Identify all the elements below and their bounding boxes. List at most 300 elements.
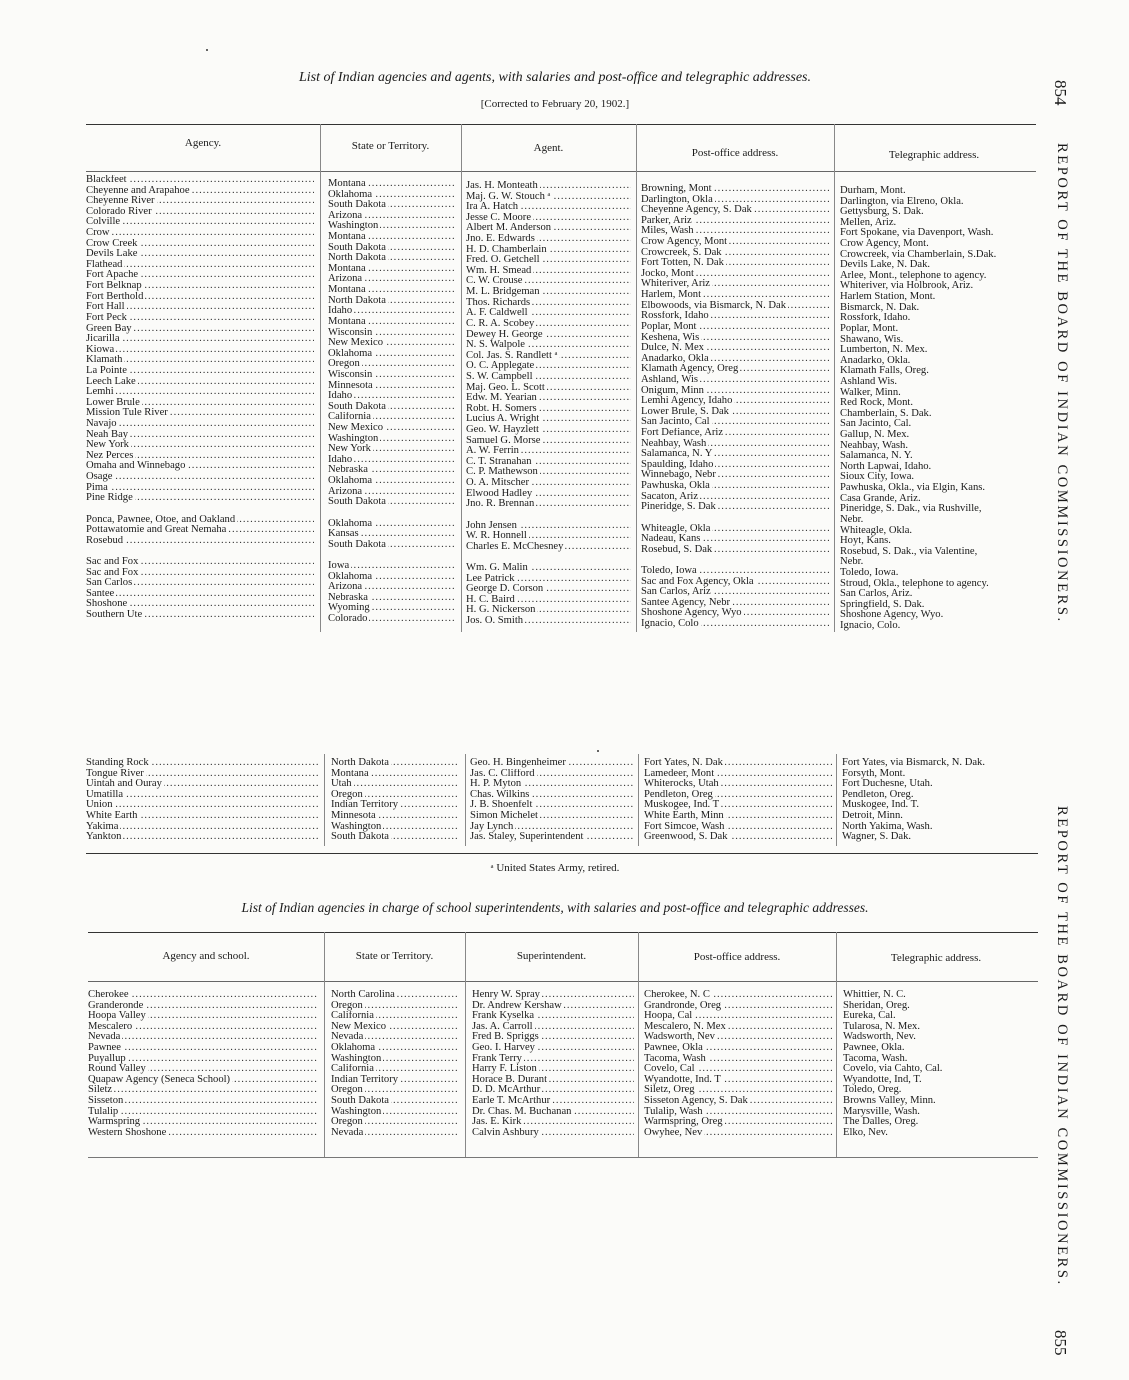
table-cell bbox=[840, 292, 1040, 303]
cell-text: Idaho bbox=[328, 306, 353, 317]
cell-text: Miles, Wash bbox=[641, 226, 694, 237]
table-cell bbox=[641, 386, 829, 397]
cell-text: Granderonde bbox=[88, 1000, 144, 1011]
table-cell bbox=[641, 524, 829, 535]
cell-text: Dewey H. George bbox=[466, 329, 543, 340]
cell-text: Cheyenne and Arapahoe bbox=[86, 185, 190, 196]
table1-agent-column bbox=[466, 181, 631, 627]
cell-text: Pottawatomie and Great Nemaha bbox=[86, 525, 227, 536]
table-cell bbox=[328, 190, 456, 201]
table-cell bbox=[466, 467, 631, 478]
cell-text: Arizona bbox=[328, 582, 363, 593]
cell-text: Jas. Staley, Superintendent bbox=[470, 832, 584, 843]
cell-text: Ignacio, Colo bbox=[641, 618, 699, 629]
cell-text: Detroit, Minn. bbox=[842, 811, 903, 822]
table-cell bbox=[328, 444, 456, 455]
cell-text: Geo. I. Harvey bbox=[472, 1043, 535, 1054]
table-cell bbox=[840, 515, 1040, 526]
cell-text: Oregon bbox=[331, 1000, 363, 1011]
cell-text: Jno. R. Brennan bbox=[466, 499, 535, 510]
cell-text: White Earth, Minn bbox=[644, 811, 724, 822]
cell-text: Fort Apache bbox=[86, 270, 139, 281]
table-cell bbox=[86, 568, 314, 579]
table-cell bbox=[466, 287, 631, 298]
cell-text: Earle T. McArthur bbox=[472, 1096, 551, 1107]
table-cell bbox=[842, 779, 1042, 790]
cell-text: Whiteagle, Okla. bbox=[840, 525, 913, 536]
cell-text: Fort Simcoe, Wash bbox=[644, 821, 725, 832]
cell-text: Lower Brule, S. Dak bbox=[641, 406, 729, 417]
table-cell bbox=[86, 217, 314, 228]
table-cell bbox=[472, 1054, 634, 1065]
table-cell bbox=[328, 274, 456, 285]
cell-text bbox=[466, 552, 468, 562]
cell-text: Robt. H. Somers bbox=[466, 403, 537, 414]
cell-text: Ignacio, Colo. bbox=[840, 620, 901, 631]
cell-text: Harlem Station, Mont. bbox=[840, 292, 936, 303]
cell-text: Browns Valley, Minn. bbox=[843, 1096, 936, 1107]
table-cell bbox=[86, 599, 314, 610]
table-cell bbox=[88, 1096, 318, 1107]
cell-text: Oregon bbox=[328, 359, 360, 370]
table-cell bbox=[466, 234, 631, 245]
table-cell bbox=[472, 1064, 634, 1075]
cell-text: Thos. Richards bbox=[466, 297, 531, 308]
table-cell bbox=[644, 990, 832, 1001]
table-cell bbox=[840, 419, 1040, 430]
table-cell bbox=[641, 333, 829, 344]
table-cell bbox=[331, 811, 459, 822]
table-cell bbox=[466, 531, 631, 542]
cell-text: Nez Perces bbox=[86, 450, 134, 461]
cell-text: Nadeau, Kans bbox=[641, 534, 701, 545]
cell-text: California bbox=[328, 412, 371, 423]
cell-text: Bismarck, N. Dak. bbox=[840, 302, 920, 313]
table-cell bbox=[641, 354, 829, 365]
table-cell bbox=[466, 595, 631, 606]
cell-text: Kansas bbox=[328, 529, 359, 540]
table-cell bbox=[328, 497, 456, 508]
table-cell bbox=[641, 545, 829, 556]
table-cell bbox=[328, 328, 456, 339]
table-cell bbox=[843, 1096, 1033, 1107]
cell-text: Klamath Falls, Oreg. bbox=[840, 366, 929, 377]
cell-text: Elwood Hadley bbox=[466, 488, 533, 499]
cell-text: Mescalero bbox=[88, 1021, 133, 1032]
table-cell bbox=[840, 557, 1040, 568]
table-cell bbox=[86, 769, 318, 780]
cell-text: Ashland, Wis bbox=[641, 374, 699, 385]
cell-text: Sioux City, Iowa. bbox=[840, 472, 915, 483]
table-cell bbox=[86, 334, 314, 345]
table1b-agent-column bbox=[470, 758, 634, 843]
table-cell bbox=[644, 1054, 832, 1065]
cell-text: Puyallup bbox=[88, 1053, 126, 1064]
cell-text: Samuel G. Morse bbox=[466, 435, 541, 446]
table2-col-divider bbox=[638, 932, 639, 1157]
table-cell bbox=[466, 616, 631, 627]
cell-text: Crow Agency, Mont. bbox=[840, 239, 929, 250]
cell-text: Washington bbox=[331, 1053, 382, 1064]
cell-text: Casa Grande, Ariz. bbox=[840, 493, 921, 504]
table-cell bbox=[466, 255, 631, 266]
table-cell bbox=[88, 1011, 318, 1022]
table-cell bbox=[86, 398, 314, 409]
cell-text: Jay Lynch bbox=[470, 821, 514, 832]
table-cell bbox=[843, 1128, 1033, 1139]
cell-text: Mission Tule River bbox=[86, 408, 168, 419]
cell-text: Jesse C. Moore bbox=[466, 212, 532, 223]
table-cell bbox=[86, 536, 314, 547]
table-cell bbox=[86, 811, 318, 822]
cell-text: Washington bbox=[331, 1106, 382, 1117]
cell-text: Blackfeet bbox=[86, 175, 127, 185]
table-cell bbox=[328, 455, 456, 466]
cell-text: Lamedeer, Mont bbox=[644, 768, 715, 779]
table-cell bbox=[328, 200, 456, 211]
table1b-postoffice-column bbox=[644, 758, 832, 843]
cell-text: Jicarilla bbox=[86, 334, 120, 345]
cell-text: Browning, Mont bbox=[641, 184, 712, 194]
table-cell bbox=[840, 547, 1040, 558]
table-cell bbox=[328, 243, 456, 254]
table-cell bbox=[331, 1032, 459, 1043]
table-cell bbox=[328, 232, 456, 243]
cell-text: Union bbox=[86, 800, 113, 811]
table-cell bbox=[86, 260, 314, 271]
table1-top-rule bbox=[86, 124, 1036, 125]
table-cell bbox=[86, 472, 314, 483]
table-cell bbox=[644, 1064, 832, 1075]
cell-text: Flathead bbox=[86, 259, 123, 270]
cell-text: Indian Territory bbox=[331, 1074, 399, 1085]
table-cell bbox=[472, 990, 634, 1001]
table-cell bbox=[466, 542, 631, 553]
cell-text: Oklahoma bbox=[328, 189, 373, 200]
table-cell bbox=[840, 536, 1040, 547]
table-cell bbox=[641, 311, 829, 322]
cell-text: Chamberlain, S. Dak. bbox=[840, 408, 932, 419]
table-cell bbox=[331, 832, 459, 843]
cell-text: Elbowoods, via Bismarck, N. Dak bbox=[641, 300, 787, 311]
cell-text: H. C. Baird bbox=[466, 594, 515, 605]
table-cell bbox=[840, 228, 1040, 239]
cell-text: South Dakota bbox=[328, 497, 386, 508]
table-cell bbox=[641, 226, 829, 237]
table-cell bbox=[466, 521, 631, 532]
table1-header-rule bbox=[86, 171, 1036, 172]
table-cell bbox=[641, 481, 829, 492]
table-cell bbox=[331, 1128, 459, 1139]
table2-col-divider bbox=[836, 932, 837, 1157]
cell-text: Pawhuska, Okla., via Elgin, Kans. bbox=[840, 483, 986, 494]
table-cell bbox=[641, 439, 829, 450]
table-cell bbox=[472, 1022, 634, 1033]
table-cell bbox=[86, 578, 314, 589]
cell-text: Oregon bbox=[331, 1117, 363, 1128]
table1-header-state: State or Territory. bbox=[351, 140, 430, 152]
table-cell bbox=[86, 483, 314, 494]
table-cell bbox=[86, 196, 314, 207]
table-cell bbox=[644, 1085, 832, 1096]
cell-text: A. F. Caldwell bbox=[466, 308, 528, 319]
table-cell bbox=[840, 239, 1040, 250]
table-cell bbox=[466, 223, 631, 234]
table-cell bbox=[644, 1117, 832, 1128]
table-cell bbox=[86, 355, 314, 366]
table-cell bbox=[842, 832, 1042, 843]
table-cell bbox=[86, 270, 314, 281]
table-cell bbox=[470, 758, 634, 769]
table-cell bbox=[86, 239, 314, 250]
cell-text: Cherokee, N. C bbox=[644, 990, 710, 1000]
cell-text: Salamanca, N. Y. bbox=[840, 451, 913, 462]
cell-text: San Jacinto, Cal bbox=[641, 417, 710, 428]
table-cell bbox=[86, 832, 318, 843]
table-cell bbox=[641, 577, 829, 588]
table-cell bbox=[466, 563, 631, 574]
cell-text bbox=[641, 513, 643, 523]
table-cell bbox=[644, 1075, 832, 1086]
table-cell bbox=[86, 515, 314, 526]
table-cell bbox=[843, 1117, 1033, 1128]
table-cell bbox=[840, 271, 1040, 282]
cell-text: San Carlos, Ariz bbox=[641, 587, 711, 598]
cell-text: Grandronde, Oreg bbox=[644, 1000, 722, 1011]
cell-text: Arizona bbox=[328, 486, 363, 497]
cell-text: Geo. H. Bingenheimer bbox=[470, 758, 566, 768]
table-cell bbox=[466, 489, 631, 500]
cell-text: San Jacinto, Cal. bbox=[840, 419, 912, 430]
cell-text bbox=[86, 504, 88, 514]
table1-title: List of Indian agencies and agents, with salaries and post-office and telegraphic addresses. bbox=[299, 70, 811, 85]
cell-text: Wm. H. Smead bbox=[466, 265, 532, 276]
cell-text: Colville bbox=[86, 217, 121, 228]
cell-text: Fort Totten, N. Dak bbox=[641, 258, 724, 269]
table-cell bbox=[466, 276, 631, 287]
cell-text: Shawano, Wis. bbox=[840, 334, 904, 345]
table-cell bbox=[840, 281, 1040, 292]
table2-agency-column bbox=[88, 990, 318, 1139]
table-cell bbox=[843, 1022, 1033, 1033]
table1-subtitle: [Corrected to February 20, 1902.] bbox=[480, 98, 630, 110]
cell-text: Keshena, Wis bbox=[641, 332, 700, 343]
table-cell bbox=[466, 266, 631, 277]
table-cell bbox=[88, 1043, 318, 1054]
cell-text: Muskogee, Ind. T bbox=[644, 800, 720, 811]
table2-bottom-rule bbox=[88, 1157, 1038, 1158]
table-cell bbox=[470, 832, 634, 843]
table-cell bbox=[328, 582, 456, 593]
cell-text: Quapaw Agency (Seneca School) bbox=[88, 1074, 231, 1085]
cell-text: Oklahoma bbox=[331, 1043, 376, 1054]
cell-text: Indian Territory bbox=[331, 800, 399, 811]
table-cell bbox=[328, 264, 456, 275]
cell-text: Red Rock, Mont. bbox=[840, 398, 913, 409]
table-cell bbox=[641, 534, 829, 545]
table1-bottom-rule bbox=[86, 853, 1038, 854]
cell-text: Ira A. Hatch bbox=[466, 202, 519, 213]
table-cell bbox=[466, 319, 631, 330]
table-cell bbox=[328, 381, 456, 392]
table-cell bbox=[328, 572, 456, 583]
table-cell bbox=[328, 296, 456, 307]
footnote: ᵃ United States Army, retired. bbox=[490, 862, 620, 874]
table-cell bbox=[840, 260, 1040, 271]
table-cell bbox=[331, 822, 459, 833]
table-cell bbox=[86, 281, 314, 292]
table-cell bbox=[466, 414, 631, 425]
cell-text: O. C. Applegate bbox=[466, 361, 535, 372]
cell-text: Sac and Fox bbox=[86, 556, 139, 567]
cell-text: Tongue River bbox=[86, 768, 144, 779]
table-cell bbox=[641, 195, 829, 206]
table-cell bbox=[88, 1117, 318, 1128]
cell-text: Montana bbox=[328, 263, 366, 274]
table-cell bbox=[470, 790, 634, 801]
table-cell bbox=[88, 1107, 318, 1118]
cell-text bbox=[328, 550, 330, 560]
cell-text: The Dalles, Oreg. bbox=[843, 1117, 919, 1128]
cell-text: Minnesota bbox=[328, 380, 373, 391]
table-cell bbox=[840, 589, 1040, 600]
cell-text: Muskogee, Ind. T. bbox=[842, 800, 919, 811]
table-cell bbox=[644, 779, 832, 790]
table-cell bbox=[86, 345, 314, 356]
table-cell bbox=[840, 218, 1040, 229]
table-cell bbox=[86, 557, 314, 568]
cell-text: W. R. Honnell bbox=[466, 531, 527, 542]
cell-text: New Mexico bbox=[331, 1021, 387, 1032]
cell-text: Cheyenne River bbox=[86, 196, 155, 207]
table-cell bbox=[843, 1107, 1033, 1118]
table-cell bbox=[641, 587, 829, 598]
cell-text: Jas. E. Kirk bbox=[472, 1117, 522, 1128]
cell-text: Wyoming bbox=[328, 603, 370, 614]
table-cell bbox=[466, 552, 631, 563]
cell-text bbox=[86, 546, 88, 556]
table2-col-divider bbox=[324, 932, 325, 1157]
cell-text: Tularosa, N. Mex. bbox=[843, 1021, 921, 1032]
cell-text: Rossfork, Idaho bbox=[641, 311, 709, 322]
table-cell bbox=[88, 1085, 318, 1096]
cell-text: Jno. E. Edwards bbox=[466, 234, 535, 245]
table-cell bbox=[840, 472, 1040, 483]
cell-text: Siletz bbox=[88, 1085, 113, 1096]
cell-text: Eureka, Cal. bbox=[843, 1011, 896, 1022]
cell-text: Fort Defiance, Ariz bbox=[641, 428, 724, 439]
cell-text: Jocko, Mont bbox=[641, 268, 694, 279]
table-cell bbox=[641, 237, 829, 248]
table-cell bbox=[331, 1075, 459, 1086]
table2-header-telegraph: Telegraphic address. bbox=[890, 952, 982, 964]
cell-text: Shoshone Agency, Wyo. bbox=[840, 610, 944, 621]
cell-text: California bbox=[331, 1011, 374, 1022]
table-cell bbox=[641, 301, 829, 312]
table-cell bbox=[843, 1085, 1033, 1096]
table-cell bbox=[331, 1117, 459, 1128]
cell-text: N. S. Walpole bbox=[466, 340, 525, 351]
table1-header-agency: Agency. bbox=[184, 137, 222, 149]
cell-text: Fort Belknap bbox=[86, 281, 142, 292]
table-cell bbox=[86, 292, 314, 303]
cell-text: Pawnee, Okla bbox=[644, 1043, 703, 1054]
table-cell bbox=[331, 1011, 459, 1022]
cell-text: Jas. A. Carroll bbox=[472, 1021, 533, 1032]
table-cell bbox=[840, 600, 1040, 611]
cell-text: Leech Lake bbox=[86, 376, 136, 387]
table-cell bbox=[641, 269, 829, 280]
table-cell bbox=[466, 605, 631, 616]
table-cell bbox=[86, 207, 314, 218]
cell-text: Sac and Fox bbox=[86, 567, 139, 578]
table-cell bbox=[466, 574, 631, 585]
table-cell bbox=[641, 555, 829, 566]
table-cell bbox=[86, 186, 314, 197]
table-cell bbox=[86, 408, 314, 419]
cell-text: Rosebud, S. Dak., via Valentine, bbox=[840, 546, 978, 557]
table2-header-agency: Agency and school. bbox=[162, 950, 250, 962]
table-cell bbox=[86, 228, 314, 239]
table-cell bbox=[641, 290, 829, 301]
table-cell bbox=[466, 361, 631, 372]
table-cell bbox=[86, 610, 314, 621]
cell-text: Lemhi bbox=[86, 387, 114, 398]
table-cell bbox=[843, 1054, 1033, 1065]
cell-text: Yankton bbox=[86, 832, 122, 843]
table-cell bbox=[328, 465, 456, 476]
cell-text: Nebr. bbox=[840, 557, 864, 568]
table-cell bbox=[644, 1043, 832, 1054]
table-cell bbox=[328, 603, 456, 614]
table-cell bbox=[328, 338, 456, 349]
table-cell bbox=[840, 504, 1040, 515]
table-cell bbox=[641, 184, 829, 195]
table-cell bbox=[466, 245, 631, 256]
cell-text: Fort Hall bbox=[86, 302, 125, 313]
table-cell bbox=[328, 359, 456, 370]
cell-text: La Pointe bbox=[86, 365, 127, 376]
table-cell bbox=[644, 1032, 832, 1043]
cell-text: Salamanca, N. Y bbox=[641, 449, 713, 460]
table-cell bbox=[466, 181, 631, 192]
table2-col-divider bbox=[465, 932, 466, 1157]
table-cell bbox=[328, 423, 456, 434]
table1-header-telegraph: Telegraphic address. bbox=[888, 149, 980, 161]
cell-text: Navajo bbox=[86, 419, 117, 430]
table-cell bbox=[641, 364, 829, 375]
table-cell bbox=[466, 478, 631, 489]
cell-text: New York bbox=[86, 440, 129, 451]
cell-text: Jas. H. Monteath bbox=[466, 181, 538, 191]
table-cell bbox=[328, 179, 456, 190]
cell-text: Fred B. Spriggs bbox=[472, 1032, 539, 1043]
table-cell bbox=[840, 568, 1040, 579]
table-cell bbox=[466, 404, 631, 415]
cell-text: Crowcreek, S. Dak bbox=[641, 247, 722, 258]
table2-header-state: State or Territory. bbox=[355, 950, 434, 962]
cell-text: Ashland Wis. bbox=[840, 376, 898, 387]
table-cell bbox=[470, 769, 634, 780]
cell-text: Montana bbox=[331, 768, 369, 779]
cell-text: South Dakota bbox=[328, 242, 386, 253]
table-cell bbox=[466, 457, 631, 468]
cell-text: Rosebud, S. Dak bbox=[641, 544, 713, 555]
cell-text: Pineridge, S. Dak., via Rushville, bbox=[840, 504, 982, 515]
cell-text: Chas. Wilkins bbox=[470, 789, 530, 800]
cell-text: Oklahoma bbox=[328, 348, 373, 359]
table-cell bbox=[86, 546, 314, 557]
